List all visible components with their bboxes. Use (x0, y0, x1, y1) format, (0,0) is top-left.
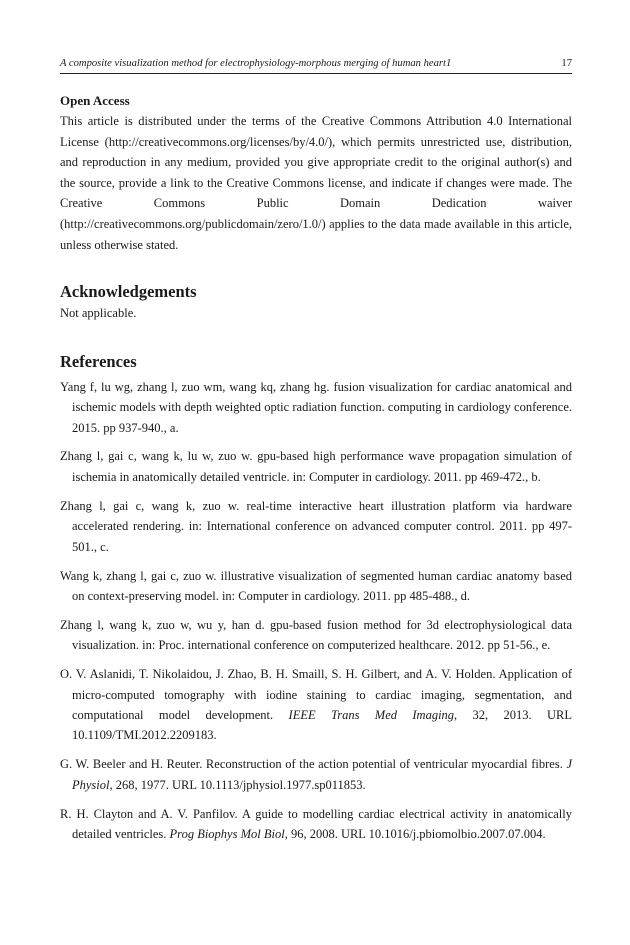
reference-details: , 96, 2008. URL 10.1016/j.pbiomolbio.2007.07.004. (284, 826, 546, 841)
page-number: 17 (561, 58, 572, 69)
references-section (60, 351, 572, 845)
reference-details: , 268, 1977. URL 10.1113/jphysiol.1977.sp011853. (109, 777, 366, 792)
references-heading: References (60, 351, 137, 371)
acknowledgements-heading: Acknowledgements (60, 282, 197, 302)
reference-item (60, 804, 572, 845)
reference-text: Zhang l, gai c, wang k, lu w, zuo w. gpu-based high performance wave propagation simulation of ischemia in anatomically detailed ventricle. in: Computer in cardiology. 2011. pp 469-472., b. (60, 449, 572, 484)
acknowledgements-text: Not applicable. (60, 306, 137, 321)
acknowledgements-section (60, 281, 572, 324)
reference-item (60, 377, 572, 438)
reference-text: G. W. Beeler and H. Reuter. Reconstruction of the action potential of ventricular myocardial fibres. (60, 757, 567, 772)
reference-journal: IEEE Trans Med Imaging (288, 707, 455, 722)
reference-item (60, 446, 572, 487)
running-head (60, 58, 572, 74)
reference-list (60, 377, 572, 845)
reference-journal: J Physiol (72, 757, 572, 792)
reference-item (60, 754, 572, 795)
reference-text: Zhang l, wang k, zuo w, wu y, han d. gpu-based fusion method for 3d electrophysiological data visualization. in: Proc. international conference on computerized healthcare. 2012. pp 51-56., e. (60, 617, 572, 653)
reference-text: Yang f, lu wg, zhang l, zuo wm, wang kq, zhang hg. fusion visualization for cardiac anatomical and ischemic models with depth weighted optic radiation function. computing in cardiology conference. 2015. pp 937-940., a. (60, 379, 572, 435)
reference-item (60, 496, 572, 557)
reference-details: , 32, 2013. URL 10.1109/TMI.2012.2209183. (72, 707, 572, 743)
open-access-text: This article is distributed under the terms of the Creative Commons Attribution 4.0 International License (http://creativecommons.org/licenses/by/4.0/), which permits unrestricted use, distribution, and reproduction in any medium, provided you give appropriate credit to the original author(s) and the source, provide a link to the Creative Commons license, and indicate if changes were made. The Creative Commons Public Domain Dedication waiver (http://creativecommons.org/publicdomain/zero/1.0/) applies to the data made available in this article, unless otherwise stated. (60, 114, 572, 252)
open-access-section (60, 91, 572, 255)
paper-page (60, 58, 572, 853)
reference-text: Zhang l, gai c, wang k, zuo w. real-time interactive heart illustration platform via hardware accelerated rendering. in: International conference on advanced computer control. 2011. pp 497-501., c. (60, 498, 572, 554)
reference-item (60, 566, 572, 607)
reference-journal: Prog Biophys Mol Biol (169, 826, 285, 841)
reference-text: O. V. Aslanidi, T. Nikolaidou, J. Zhao, B. H. Smaill, S. H. Gilbert, and A. V. Holden. Application of micro-computed tomography with iodine staining to cardiac imaging, segmentation, and computational model development. (60, 667, 572, 722)
reference-text: Wang k, zhang l, gai c, zuo w. illustrative visualization of segmented human cardiac anatomy based on context-preserving model. in: Computer in cardiology. 2011. pp 485-488., d. (60, 568, 572, 603)
reference-item (60, 664, 572, 746)
reference-text: R. H. Clayton and A. V. Panfilov. A guide to modelling cardiac electrical activity in anatomically detailed ventricles. (60, 806, 572, 841)
reference-item (60, 615, 572, 656)
open-access-heading: Open Access (60, 93, 130, 108)
running-head-title: A composite visualization method for electrophysiology-morphous merging of human heart1 (60, 58, 452, 69)
